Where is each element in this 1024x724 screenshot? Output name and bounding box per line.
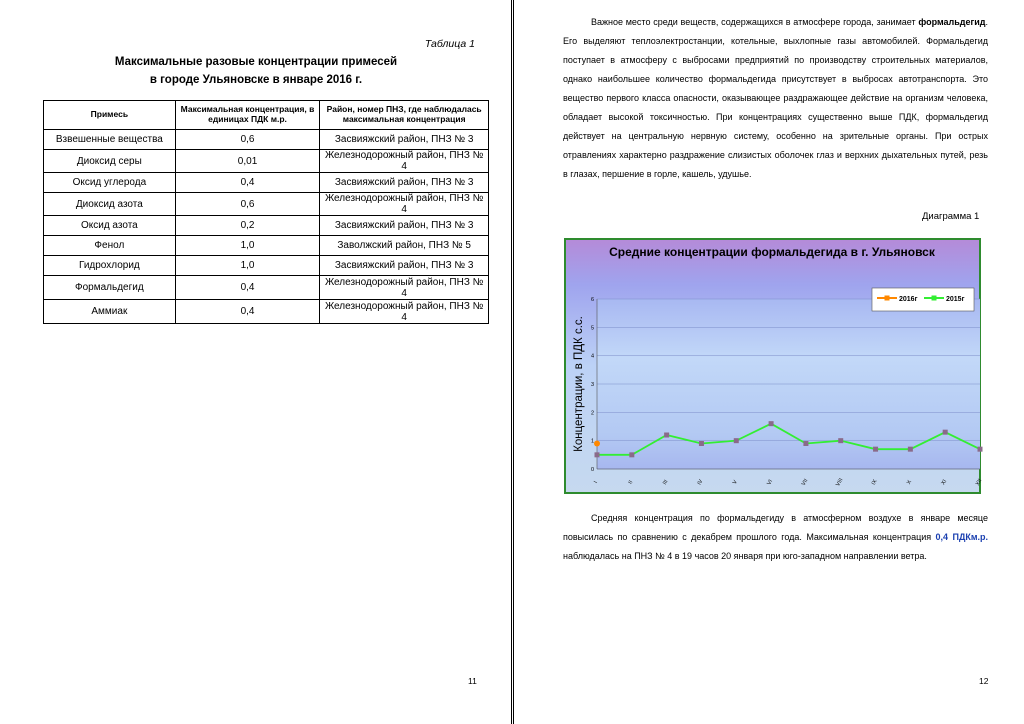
paragraph-text: Средняя концентрация по формальдегиду в атмосферном воздухе в январе месяце повысилась по сравнению с декабрем прошлого года. Максимальная концентрация [563, 513, 988, 542]
data-point [595, 452, 600, 457]
x-tick-label: X [905, 479, 914, 486]
cell-value: 0,4 [175, 276, 320, 300]
table-row [44, 276, 489, 300]
cell-pollutant: Фенол [44, 236, 176, 256]
x-tick-label: I [593, 480, 600, 485]
cell-value: 0,4 [175, 300, 320, 324]
cell-value: 1,0 [175, 256, 320, 276]
cell-value: 0,4 [175, 173, 320, 193]
table-row [44, 216, 489, 236]
cell-value: 0,6 [175, 130, 320, 150]
data-point [629, 452, 634, 457]
x-tick-label: VI [766, 478, 775, 487]
y-tick-label: 1 [590, 438, 594, 445]
y-tick-label: 5 [590, 325, 594, 332]
diagram-caption: Диаграмма 1 [922, 211, 980, 222]
cell-district: Железнодорожный район, ПНЗ № 4 [320, 193, 489, 216]
data-point [699, 441, 704, 446]
y-tick-label: 3 [590, 382, 594, 388]
x-tick-label: V [731, 479, 739, 486]
x-tick-label: XII [974, 478, 983, 487]
x-tick-label: VII [800, 478, 810, 487]
data-point [734, 438, 739, 443]
legend-marker-2016 [885, 296, 890, 301]
data-point [769, 421, 774, 426]
y-tick-label: 6 [590, 297, 594, 303]
paragraph-text: наблюдалась на ПНЗ № 4 в 19 часов 20 января при юго-западном направлении ветра. [563, 551, 927, 561]
data-point [908, 447, 913, 452]
y-tick-label: 4 [590, 353, 594, 360]
table-row [44, 236, 489, 256]
cell-pollutant: Аммиак [44, 300, 176, 324]
table-title-line-1: Максимальные разовые концентрации примесей [114, 56, 398, 68]
header-max-concentration: Максимальная концентрация, в единицах ПДК м.р. [175, 101, 320, 130]
y-tick-label: 0 [590, 467, 594, 473]
table-row [44, 193, 489, 216]
legend-label-2016: 2016г [899, 296, 918, 303]
x-tick-label: II [627, 479, 635, 486]
cell-pollutant: Диоксид азота [44, 193, 176, 216]
data-point [943, 430, 948, 435]
cell-district: Заволжский район, ПНЗ № 5 [320, 236, 489, 256]
bold-term: формальдегид [918, 17, 986, 27]
cell-value: 1,0 [175, 236, 320, 256]
data-point [873, 447, 878, 452]
y-tick-label: 2 [590, 410, 594, 417]
page-number: 11 [468, 676, 477, 686]
cell-pollutant: Гидрохлорид [44, 256, 176, 276]
table-row [44, 300, 489, 324]
formaldehyde-chart [562, 236, 983, 496]
chart-title: Средние концентрации формальдегида в г. Ульяновск [609, 245, 935, 259]
table-row [44, 173, 489, 193]
x-tick-label: VIII [835, 477, 845, 488]
concentration-table [43, 100, 489, 324]
paragraph-text: Важное место среди веществ, содержащихся в атмосфере города, занимает [591, 17, 919, 27]
x-tick-label: IV [696, 478, 705, 487]
x-tick-label: XI [940, 478, 949, 487]
table-row [44, 150, 489, 173]
cell-district: Засвияжский район, ПНЗ № 3 [320, 256, 489, 276]
cell-value: 0,2 [175, 216, 320, 236]
cell-district: Засвияжский район, ПНЗ № 3 [320, 173, 489, 193]
legend-label-2015: 2015г [946, 296, 965, 303]
legend [872, 288, 974, 311]
header-district: Район, номер ПНЗ, где наблюдалась максимальная концентрация [320, 101, 489, 130]
cell-district: Железнодорожный район, ПНЗ № 4 [320, 300, 489, 324]
table-row [44, 130, 489, 150]
cell-district: Железнодорожный район, ПНЗ № 4 [320, 276, 489, 300]
cell-pollutant: Оксид углерода [44, 173, 176, 193]
cell-value: 0,01 [175, 150, 320, 173]
cell-pollutant: Взвешенные вещества [44, 130, 176, 150]
table-caption: Таблица 1 [424, 38, 475, 50]
y-axis-label: Концентрации, в ПДК с.с. [573, 316, 585, 452]
cell-district: Засвияжский район, ПНЗ № 3 [320, 130, 489, 150]
cell-district: Засвияжский район, ПНЗ № 3 [320, 216, 489, 236]
data-point [978, 447, 983, 452]
table-title-line-2: в городе Ульяновске в январе 2016 г. [149, 74, 363, 86]
header-pollutant: Примесь [44, 101, 176, 130]
legend-marker-2015 [932, 296, 937, 301]
cell-value: 0,6 [175, 193, 320, 216]
table-header-row [44, 101, 489, 130]
paragraph-text: . Его выделяют теплоэлектростанции, котельные, выхлопные газы автомобилей. Формальдегид поступает в атмосферу с выбросами предприятий по производству строительных материалов, однако наибольшее количество формальдегида присутствует в выбросах автотранспорта. Это вещество первого класса опасности, оказывающее раздражающее действие на организм человека, обладает высокой токсичностью. При концентрациях существенно выше ПДК, формальдегид действует на центральную нервную систему, особенно на зрительные органы. При острых отравлениях характерно раздражение слизистых оболочек глаз и верхних дыхательных путей, резь в глазах, першение в горле, кашель, удушье. [563, 17, 988, 179]
data-point [803, 441, 808, 446]
cell-pollutant: Оксид азота [44, 216, 176, 236]
x-tick-label: III [662, 479, 670, 486]
data-point [664, 433, 669, 438]
paragraph-formaldehyde-intro [563, 13, 988, 184]
page-number: 12 [979, 676, 989, 686]
cell-pollutant: Формальдегид [44, 276, 176, 300]
cell-pollutant: Диоксид серы [44, 150, 176, 173]
highlighted-value: 0,4 ПДКм.р. [935, 532, 988, 542]
cell-district: Железнодорожный район, ПНЗ № 4 [320, 150, 489, 173]
table-row [44, 256, 489, 276]
paragraph-january-summary [563, 509, 988, 566]
data-point [838, 438, 843, 443]
data-point [594, 441, 600, 447]
x-tick-label: IX [870, 478, 879, 487]
